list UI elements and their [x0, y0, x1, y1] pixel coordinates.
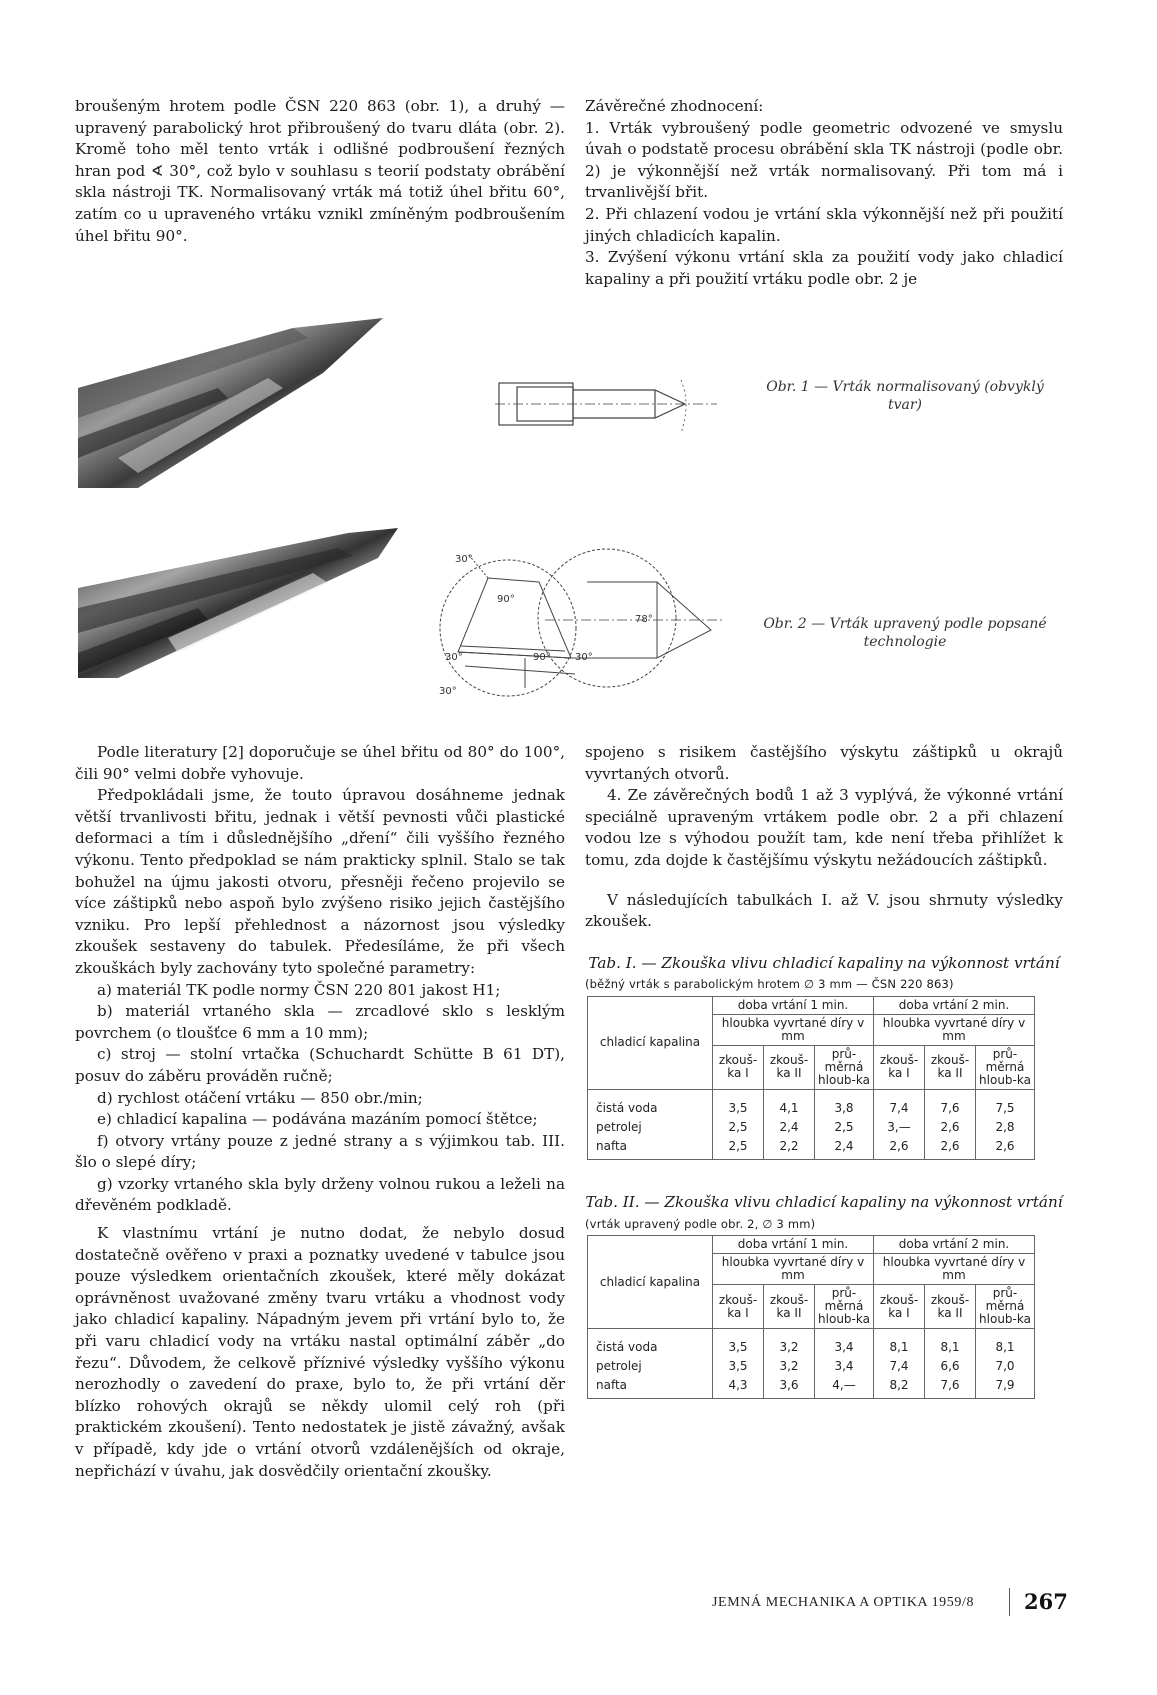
paragraph: 4. Ze závěrečných bodů 1 až 3 vyplývá, že výkonné vrtání speciálně upraveným vrtákem podle obr. 2 a při chlazení vodou lze s výhodou použít tam, kde není třeba přihlížet k tomu, zda dojde k častějšímu výskytu nežádoucích záštipků. [585, 786, 1063, 869]
column-header: zkouš-ka II [764, 1045, 815, 1089]
paragraph: K vlastnímu vrtání je nutno dodat, že nebylo dosud dostatečně ověřeno v praxi a poznatky uvedené v tabulce jsou pouze výsledkem orientačních zkoušek, které měly dokázat oprávněnost uvažované změny tvaru vrtáku a vhodnost vody jako chladicí kapaliny. Nápadným jevem při vrtání bylo to, že při varu chladicí vody na vrtáku nastal optimální záběr „do řezu“. Důvodem, že celkově příznivé výsledky vyššího výkonu nerozhodly o zavedení do praxe, bylo to, že při vrtání děr blízko rohových okrajů se někdy ulomil celý roh (při praktickém zkoušení). Tento nedostatek je jistě závažný, avšak v případě, kdy jde o vrtání otvorů vzdálenějších od okraje, nepřichází v úvahu, jak dosvědčily orientační zkoušky. [75, 1224, 565, 1480]
list-item: a) materiál TK podle normy ČSN 220 801 jakost H1; [97, 980, 501, 999]
table-cell: 3,4 [815, 1329, 874, 1358]
table-row [588, 1376, 1035, 1399]
table-cell: 4,1 [764, 1089, 815, 1118]
table-title: Tab. II. — Zkouška vlivu chladicí kapaliny na výkonnost vrtání [585, 1192, 1063, 1211]
left-column-bottom [75, 742, 565, 1482]
results-table [587, 996, 1035, 1160]
paragraph: spojeno s risikem častějšího výskytu záštipků u okrajů vyvrtaných otvorů. [585, 743, 1063, 783]
table-cell: 3,2 [764, 1357, 815, 1376]
column-header: zkouš-ka II [925, 1045, 976, 1089]
column-subgroup-header: hloubka vyvrtané díry v mm [713, 1254, 874, 1285]
column-header: zkouš-ka I [874, 1045, 925, 1089]
table-cell: 2,6 [925, 1137, 976, 1160]
table-cell: 3,2 [764, 1329, 815, 1358]
table-cell: 8,1 [976, 1329, 1035, 1358]
table-cell: 2,2 [764, 1137, 815, 1160]
table-cell: 7,0 [976, 1357, 1035, 1376]
angle-label: 30° [455, 554, 473, 565]
angle-label: 30° [439, 686, 457, 697]
column-header: zkouš-ka I [713, 1285, 764, 1329]
table-cell: 2,5 [815, 1118, 874, 1137]
table-cell: 7,4 [874, 1089, 925, 1118]
column-header: prů-měrná hloub-ka [976, 1045, 1035, 1089]
table-row [588, 1357, 1035, 1376]
table-cell: 7,6 [925, 1376, 976, 1399]
table-cell: 3,5 [713, 1089, 764, 1118]
table-cell: 4,— [815, 1376, 874, 1399]
figure-2-caption: Obr. 2 — Vrták upravený podle popsané technologie [763, 616, 1047, 650]
table-cell: 8,1 [874, 1329, 925, 1358]
column-header: zkouš-ka I [874, 1285, 925, 1329]
table-1 [585, 953, 1063, 1160]
column-group-header: doba vrtání 1 min. [713, 1236, 874, 1254]
column-header: zkouš-ka II [925, 1285, 976, 1329]
angle-label: 90° [533, 652, 551, 663]
row-header: chladicí kapalina [588, 1236, 713, 1329]
column-header: prů-měrná hloub-ka [815, 1285, 874, 1329]
column-subgroup-header: hloubka vyvrtané díry v mm [874, 1014, 1035, 1045]
table-cell: 7,6 [925, 1089, 976, 1118]
table-cell: 2,6 [925, 1118, 976, 1137]
conclusion-item-1: 1. Vrták vybroušený podle geometric odvozené ve smyslu úvah o podstatě procesu obrábění skla TK nástroji (podle obr. 2) je výkonnější než vrták normalisovaný. Při tom má i trvanlivější břit. [585, 118, 1063, 202]
table-cell: 2,5 [713, 1118, 764, 1137]
figure-1-caption: Obr. 1 — Vrták normalisovaný (obvyklý tvar) [766, 379, 1044, 413]
table-subtitle: (vrták upravený podle obr. 2, ∅ 3 mm) [585, 1216, 816, 1231]
drill-drawing-2 [425, 548, 730, 700]
table-cell: 7,4 [874, 1357, 925, 1376]
left-column-top [75, 96, 565, 247]
table-cell: 7,5 [976, 1089, 1035, 1118]
list-item: b) materiál vrtaného skla — zrcadlové sklo s lesklým povrchem (o tloušťce 6 mm a 10 mm); [75, 1002, 565, 1042]
table-row [588, 1329, 1035, 1358]
list-item: f) otvory vrtány pouze z jedné strany a s výjimkou tab. III. šlo o slepé díry; [75, 1131, 565, 1172]
drill-photo-1 [78, 318, 388, 488]
row-label: petrolej [588, 1357, 713, 1376]
list-item: c) stroj — stolní vrtačka (Schuchardt Schütte B 61 DT), posuv do záběru prováděn ručně; [75, 1045, 565, 1085]
column-header: zkouš-ka I [713, 1045, 764, 1089]
right-column-top [585, 96, 1063, 290]
table-cell: 3,5 [713, 1329, 764, 1358]
table-2 [585, 1192, 1063, 1399]
angle-label: 90° [497, 594, 515, 605]
table-cell: 2,6 [976, 1137, 1035, 1160]
table-row [588, 1137, 1035, 1160]
row-label: petrolej [588, 1118, 713, 1137]
paragraph: V následujících tabulkách I. až V. jsou shrnuty výsledky zkoušek. [585, 890, 1063, 931]
table-cell: 2,8 [976, 1118, 1035, 1137]
table-cell: 2,4 [815, 1137, 874, 1160]
table-cell: 3,5 [713, 1357, 764, 1376]
table-cell: 3,8 [815, 1089, 874, 1118]
table-cell: 2,5 [713, 1137, 764, 1160]
list-item: g) vzorky vrtaného skla byly drženy volnou rukou a leželi na dřevěném podkladě. [75, 1174, 565, 1215]
table-row [588, 1118, 1035, 1137]
column-group-header: doba vrtání 1 min. [713, 996, 874, 1014]
conclusion-item-2: 2. Při chlazení vodou je vrtání skla výkonnější než při použití jiných chladicích kapalin. [585, 204, 1063, 245]
drill-photo-2 [78, 528, 403, 678]
table-cell: 8,1 [925, 1329, 976, 1358]
column-group-header: doba vrtání 2 min. [874, 996, 1035, 1014]
section-heading: Závěrečné zhodnocení: [585, 97, 764, 115]
column-header: prů-měrná hloub-ka [815, 1045, 874, 1089]
angle-label: 30° [575, 652, 593, 663]
angle-label: 78° [635, 614, 653, 625]
table-row [588, 1089, 1035, 1118]
right-column-bottom [585, 742, 1063, 1399]
paragraph: broušeným hrotem podle ČSN 220 863 (obr. 1), a druhý — upravený parabolický hrot přibroušený do tvaru dláta (obr. 2). Kromě toho měl tento vrták i odlišné podbroušení řezných hran pod ∢ 30°, což bylo v souhlasu s teorií podstaty obrábění skla nástroji TK. Normalisovaný vrták má totiž úhel břitu 60°, zatím co u upraveného vrtáku vznikl zmíněným podbroušením úhel břitu 90°. [75, 97, 565, 245]
list-item: e) chladicí kapalina — podávána mazáním pomocí štětce; [97, 1110, 538, 1129]
table-cell: 3,4 [815, 1357, 874, 1376]
conclusion-item-3: 3. Zvýšení výkonu vrtání skla za použití vody jako chladicí kapaliny a při použití vrtáku podle obr. 2 je [585, 248, 1063, 288]
column-header: prů-měrná hloub-ka [976, 1285, 1035, 1329]
list-item: d) rychlost otáčení vrtáku — 850 obr./min; [97, 1088, 423, 1107]
angle-label: 30° [445, 652, 463, 663]
table-cell: 2,6 [874, 1137, 925, 1160]
drill-drawing-1 [495, 375, 720, 440]
table-cell: 6,6 [925, 1357, 976, 1376]
table-cell: 3,6 [764, 1376, 815, 1399]
table-subtitle: (běžný vrták s parabolickým hrotem ∅ 3 mm — ČSN 220 863) [585, 977, 954, 992]
paragraph: Předpokládali jsme, že touto úpravou dosáhneme jednak větší trvanlivosti břitu, jednak i větší pevnosti vůči plastické deformaci a tím i důslednějšího „dření“ čili vyššího řezného výkonu. Tento předpoklad se nám prakticky splnil. Stalo se tak bohužel na újmu jakosti otvoru, přesněji řečeno projevilo se více záštipků nebo aspoň bylo zvýšeno risiko jejich častějšího vzniku. Pro lepší přehlednost a názornost jsou výsledky zkoušek sestaveny do tabulek. Předesíláme, že při všech zkouškách byly zachovány tyto společné parametry: [75, 786, 565, 977]
row-label: nafta [588, 1137, 713, 1160]
column-subgroup-header: hloubka vyvrtané díry v mm [874, 1254, 1035, 1285]
results-table [587, 1235, 1035, 1399]
table-cell: 2,4 [764, 1118, 815, 1137]
footer-divider [1009, 1588, 1010, 1616]
table-cell: 4,3 [713, 1376, 764, 1399]
row-label: čistá voda [588, 1329, 713, 1358]
page-number: 267 [1024, 1589, 1068, 1614]
table-cell: 8,2 [874, 1376, 925, 1399]
table-cell: 7,9 [976, 1376, 1035, 1399]
column-header: zkouš-ka II [764, 1285, 815, 1329]
row-header: chladicí kapalina [588, 996, 713, 1089]
column-subgroup-header: hloubka vyvrtané díry v mm [713, 1014, 874, 1045]
row-label: čistá voda [588, 1089, 713, 1118]
journal-footer: JEMNÁ MECHANIKA A OPTIKA 1959/8 [712, 1595, 975, 1610]
table-cell: 3,— [874, 1118, 925, 1137]
paragraph: Podle literatury [2] doporučuje se úhel břitu od 80° do 100°, čili 90° velmi dobře vyhovuje. [75, 743, 565, 783]
row-label: nafta [588, 1376, 713, 1399]
table-title: Tab. I. — Zkouška vlivu chladicí kapaliny na výkonnost vrtání [588, 953, 1060, 972]
column-group-header: doba vrtání 2 min. [874, 1236, 1035, 1254]
